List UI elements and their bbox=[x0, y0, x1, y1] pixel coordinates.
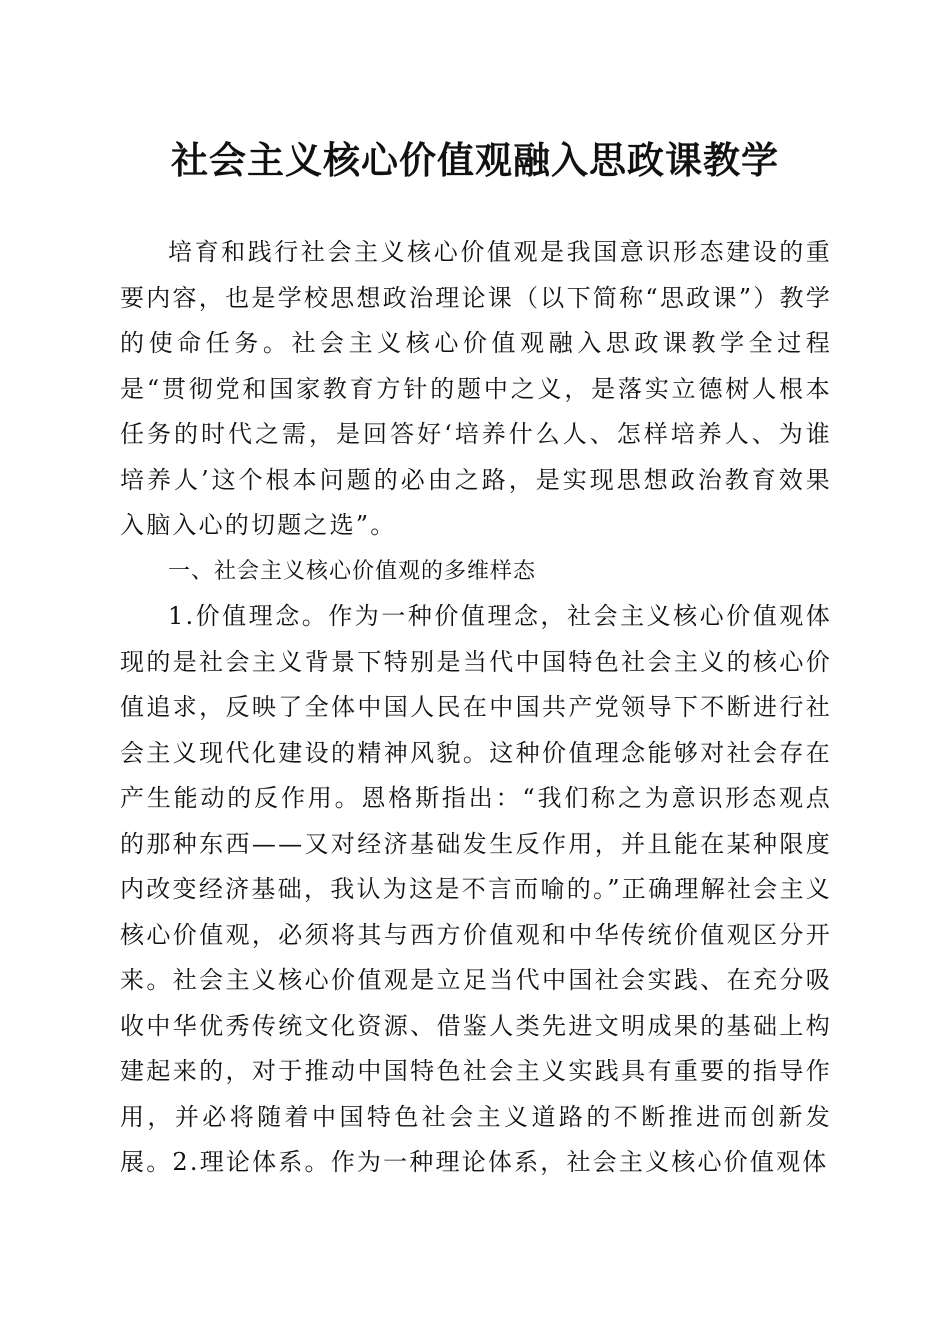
intro-paragraph: 培育和践行社会主义核心价值观是我国意识形态建设的重要内容，也是学校思想政治理论课（以下简称“思政课”）教学的使命任务。社会主义核心价值观融入思政课教学全过程是“贯彻党和国家教育方针的题中之义，是落实立德树人根本任务的时代之需，是回答好‘培养什么人、怎样培养人、为谁培养人’这个根本问题的必由之路，是实现思想政治教育效果入脑入心的切题之选”。 bbox=[120, 238, 832, 539]
document-title: 社会主义核心价值观融入思政课教学 bbox=[171, 138, 779, 182]
document-body bbox=[120, 230, 832, 1186]
section-heading: 一、社会主义核心价值观的多维样态 bbox=[168, 558, 537, 584]
section-paragraph: 1.价值理念。作为一种价值理念，社会主义核心价值观体现的是社会主义背景下特别是当代中国特色社会主义的核心价值追求，反映了全体中国人民在中国共产党领导下不断进行社会主义现代化建设的精神风貌。这种价值理念能够对社会存在产生能动的反作用。恩格斯指出：“我们称之为意识形态观点的那种东西——又对经济基础发生反作用，并且能在某种限度内改变经济基础，我认为这是不言而喻的。”正确理解社会主义核心价值观，必须将其与西方价值观和中华传统价值观区分开来。社会主义核心价值观是立足当代中国社会实践、在充分吸收中华优秀传统文化资源、借鉴人类先进文明成果的基础上构建起来的，对于推动中国特色社会主义实践具有重要的指导作用，并必将随着中国特色社会主义道路的不断推进而创新发展。2.理论体系。作为一种理论体系，社会主义核心价值观体 bbox=[120, 602, 832, 1176]
